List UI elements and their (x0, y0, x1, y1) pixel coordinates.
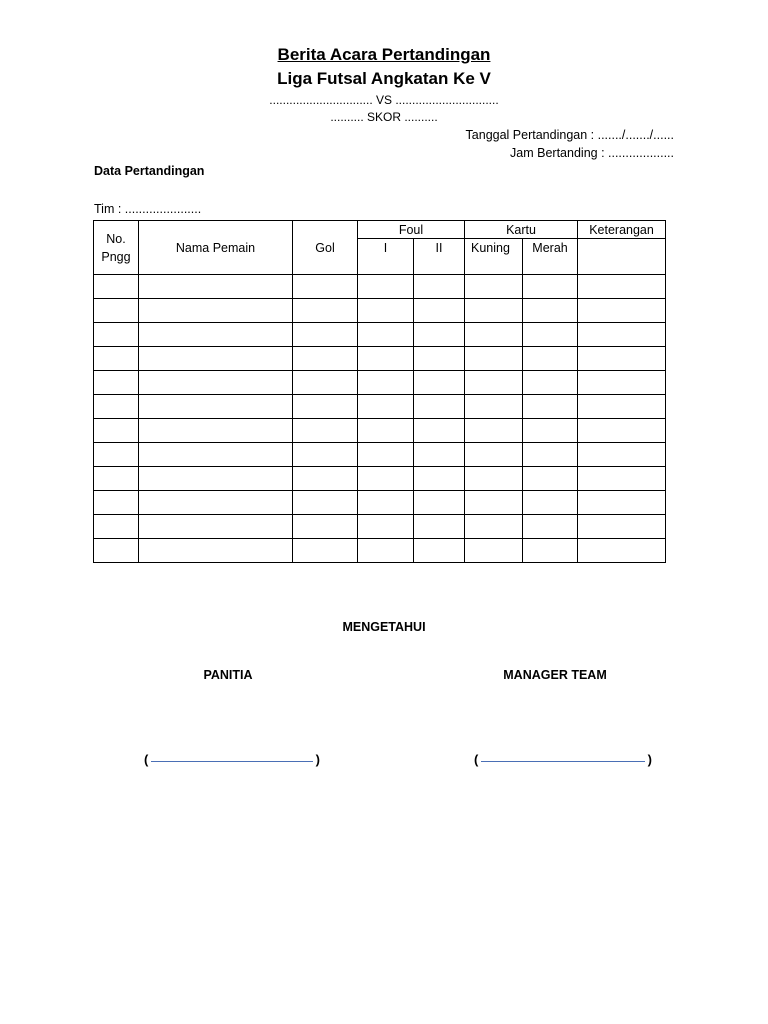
manager-signature-line (474, 752, 652, 768)
table-cell (414, 323, 465, 347)
table-cell (94, 347, 139, 371)
table-cell (293, 539, 358, 563)
table-cell (139, 419, 293, 443)
table-cell (414, 395, 465, 419)
table-cell (139, 299, 293, 323)
table-cell (293, 443, 358, 467)
table-cell (414, 347, 465, 371)
table-row (94, 371, 666, 395)
table-cell (293, 515, 358, 539)
table-cell (465, 323, 523, 347)
table-cell (523, 539, 578, 563)
sig-open-paren: ( (144, 752, 149, 767)
document-title: Berita Acara Pertandingan (277, 45, 491, 64)
table-cell (465, 443, 523, 467)
table-cell (523, 419, 578, 443)
table-cell (465, 371, 523, 395)
table-cell (414, 443, 465, 467)
table-cell (414, 275, 465, 299)
team-line: Tim : ...................... (94, 202, 202, 216)
table-cell (139, 515, 293, 539)
table-cell (523, 395, 578, 419)
header-kartu: Kartu (465, 221, 578, 239)
table-cell (523, 443, 578, 467)
table-cell (578, 371, 666, 395)
table-cell (465, 395, 523, 419)
table-cell (358, 491, 414, 515)
table-row (94, 443, 666, 467)
table-cell (358, 467, 414, 491)
table-row (94, 491, 666, 515)
table-cell (358, 347, 414, 371)
table-cell (358, 323, 414, 347)
table-cell (94, 419, 139, 443)
table-cell (139, 539, 293, 563)
vs-line: ............................... VS ............................... (269, 93, 499, 107)
table-cell (465, 419, 523, 443)
table-cell (523, 299, 578, 323)
table-body (94, 275, 666, 563)
table-row (94, 323, 666, 347)
table-cell (578, 467, 666, 491)
table-cell (358, 395, 414, 419)
table-cell (293, 275, 358, 299)
document-subtitle: Liga Futsal Angkatan Ke V (277, 69, 491, 88)
table-cell (523, 515, 578, 539)
table-cell (414, 467, 465, 491)
table-cell (414, 371, 465, 395)
table-cell (465, 467, 523, 491)
table-cell (358, 299, 414, 323)
table-cell (358, 275, 414, 299)
match-date-line: Tanggal Pertandingan : ......./......./...... (465, 128, 674, 142)
table-cell (465, 539, 523, 563)
table-cell (139, 323, 293, 347)
table-cell (139, 371, 293, 395)
table-cell (523, 467, 578, 491)
header-gol: Gol (293, 221, 358, 275)
header-keterangan: Keterangan (578, 221, 666, 239)
table-cell (139, 347, 293, 371)
table-cell (523, 491, 578, 515)
header-kartu-kuning: Kuning (465, 239, 523, 275)
panitia-signature-line (144, 752, 320, 768)
header-kartu-merah: Merah (523, 239, 578, 275)
panitia-label: PANITIA (203, 668, 253, 682)
table-cell (578, 347, 666, 371)
table-cell (578, 395, 666, 419)
table-row (94, 539, 666, 563)
header-foul-2: II (414, 239, 465, 275)
table-cell (465, 275, 523, 299)
table-cell (94, 467, 139, 491)
table-cell (578, 275, 666, 299)
header-no-pngg: No. Pngg (94, 221, 139, 275)
signature-line (151, 761, 313, 762)
table-cell (578, 443, 666, 467)
table-cell (358, 515, 414, 539)
table-row (94, 275, 666, 299)
table-cell (523, 323, 578, 347)
table-cell (293, 347, 358, 371)
table-cell (465, 491, 523, 515)
table-cell (465, 299, 523, 323)
table-cell (293, 467, 358, 491)
player-table (93, 220, 666, 563)
table-cell (139, 275, 293, 299)
table-cell (578, 539, 666, 563)
table-cell (578, 299, 666, 323)
acknowledgement-label: MENGETAHUI (342, 620, 426, 634)
match-time-line: Jam Bertanding : ................... (510, 146, 674, 160)
table-row (94, 395, 666, 419)
table-cell (94, 443, 139, 467)
table-row (94, 347, 666, 371)
score-line: .......... SKOR .......... (330, 110, 438, 124)
table-cell (94, 299, 139, 323)
table-cell (293, 299, 358, 323)
table-cell (139, 467, 293, 491)
table-cell (523, 275, 578, 299)
table-cell (358, 371, 414, 395)
table-cell (94, 371, 139, 395)
table-row (94, 515, 666, 539)
header-foul-1: I (358, 239, 414, 275)
table-cell (414, 299, 465, 323)
signature-line (481, 761, 645, 762)
table-cell (523, 371, 578, 395)
sig-close-paren: ) (647, 752, 652, 767)
table-cell (414, 491, 465, 515)
manager-label: MANAGER TEAM (503, 668, 607, 682)
table-cell (94, 395, 139, 419)
table-cell (139, 491, 293, 515)
table-row (94, 299, 666, 323)
table-cell (293, 323, 358, 347)
table-cell (293, 371, 358, 395)
table-cell (465, 347, 523, 371)
table-cell (358, 443, 414, 467)
table-cell (94, 515, 139, 539)
table-cell (94, 275, 139, 299)
header-keterangan-sub (578, 239, 666, 275)
table-cell (414, 419, 465, 443)
table-cell (578, 323, 666, 347)
header-foul: Foul (358, 221, 465, 239)
table-cell (465, 515, 523, 539)
table-cell (578, 419, 666, 443)
sig-open-paren: ( (474, 752, 479, 767)
table-row (94, 467, 666, 491)
header-nama-pemain: Nama Pemain (139, 221, 293, 275)
section-heading: Data Pertandingan (94, 164, 205, 178)
table-cell (358, 539, 414, 563)
table-cell (293, 491, 358, 515)
table-cell (94, 491, 139, 515)
table-cell (94, 323, 139, 347)
table-cell (358, 419, 414, 443)
table-cell (578, 491, 666, 515)
table-cell (139, 443, 293, 467)
sig-close-paren: ) (315, 752, 320, 767)
table-cell (139, 395, 293, 419)
table-cell (293, 419, 358, 443)
table-cell (523, 347, 578, 371)
table-cell (578, 515, 666, 539)
table-cell (414, 515, 465, 539)
table-row (94, 419, 666, 443)
table-cell (94, 539, 139, 563)
table-cell (414, 539, 465, 563)
table-cell (293, 395, 358, 419)
